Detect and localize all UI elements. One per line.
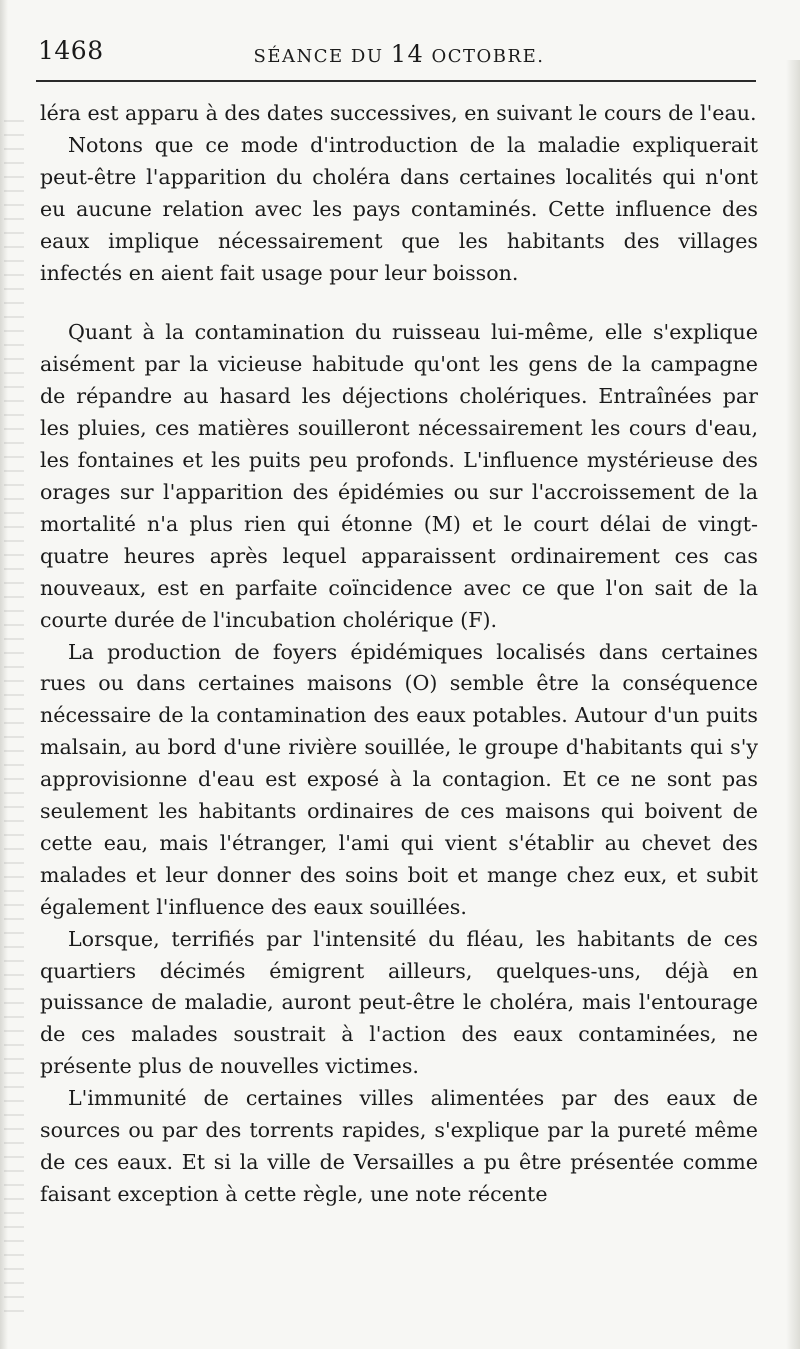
scan-edge-right xyxy=(786,60,800,1349)
running-head-day: 14 xyxy=(390,40,425,68)
page-header xyxy=(38,34,760,70)
running-head-prefix: SÉANCE DU xyxy=(253,46,391,67)
bleed-through-texture xyxy=(4,120,24,1320)
running-head xyxy=(38,40,760,68)
paragraph-4: La production de foyers épidémiques localisés dans certaines rues ou dans certaines maisons (O) semble être la conséquence nécessaire de la contamination des eaux potables. Autour d'un puits malsain, au bord d'une rivière souillée, le groupe d'habitants qui s'y approvisionne d'eau est exposé à la contagion. Et ce ne sont pas seulement les habitants ordinaires de ces maisons qui boivent de cette eau, mais l'étranger, l'ami qui vient s'établir au chevet des malades et leur donner des soins boit et mange chez eux, et subit également l'influence des eaux souillées. xyxy=(40,639,758,919)
paragraph-5: Lorsque, terrifiés par l'intensité du fléau, les habitants de ces quartiers décimés émigrent ailleurs, quelques-uns, déjà en puissance de maladie, auront peut-être le choléra, mais l'entourage de ces malades soustrait à l'action des eaux contaminées, ne présente plus de nouvelles victimes. xyxy=(40,926,758,1079)
page-number: 1468 xyxy=(38,36,104,65)
paragraph-2: Notons que ce mode d'introduction de la maladie expliquerait peut-être l'apparition du choléra dans certaines localités qui n'ont eu aucune relation avec les pays contaminés. Cette influence des eaux implique nécessairement que les habitants des villages infectés en aient fait usage pour leur boisson. xyxy=(40,132,758,285)
paragraph-6: L'immunité de certaines villes alimentées par des eaux de sources ou par des torrents rapides, s'explique par la pureté même de ces eaux. Et si la ville de Versailles a pu être présentée comme faisant exception à cette règle, une note récente xyxy=(40,1086,758,1206)
paragraph-3: Quant à la contamination du ruisseau lui-même, elle s'explique aisément par la vicieuse habitude qu'ont les gens de la campagne de répandre au hasard les déjections cholériques. Entraînées par les pluies, ces matières souilleront nécessairement les cours d'eau, les fontaines et les puits peu profonds. L'influence mystérieuse des orages sur l'apparition des épidémies ou sur l'accroissement de la mortalité n'a plus rien qui étonne (M) et le court délai de vingt-quatre heures après lequel apparaissent ordinairement ces cas nouveaux, est en parfaite coïncidence avec ce que l'on sait de la courte durée de l'incubation cholérique (F). xyxy=(40,320,758,632)
header-rule xyxy=(36,80,756,82)
body-text xyxy=(40,98,758,1211)
paragraph-1: léra est apparu à des dates successives, en suivant le cours de l'eau. xyxy=(40,101,757,125)
running-head-suffix: OCTOBRE. xyxy=(424,46,545,67)
